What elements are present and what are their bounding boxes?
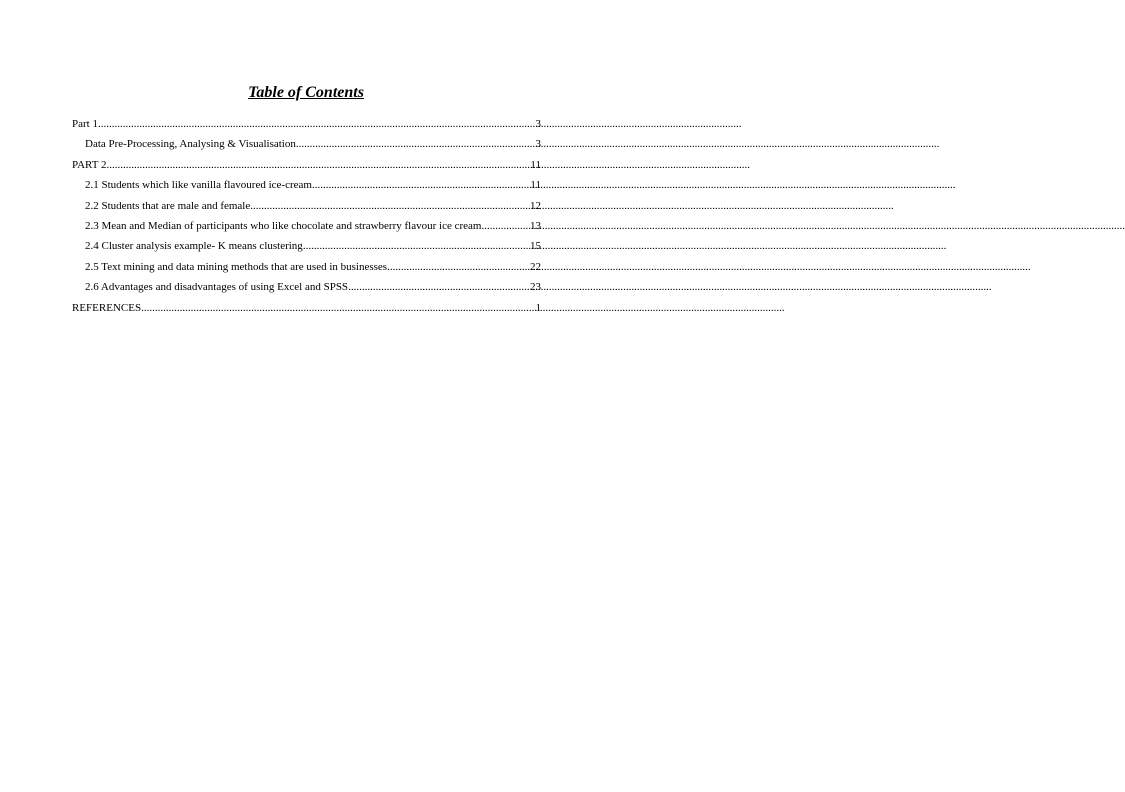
dot-leader (312, 178, 530, 192)
toc-entry-page: 22 (530, 260, 541, 273)
dot-leader (296, 137, 536, 151)
toc-entry-2-4[interactable] (72, 239, 541, 259)
toc-entry-2-2[interactable] (72, 199, 541, 219)
toc-entry-page: 11 (530, 179, 541, 192)
dot-leader (98, 117, 536, 131)
dot-leader (107, 158, 531, 172)
toc-entry-page: 13 (530, 219, 541, 232)
toc-entry-page: 11 (530, 158, 541, 171)
toc-entry-part-2[interactable] (72, 158, 541, 178)
toc-entry-2-5[interactable] (72, 260, 541, 280)
toc-entry-page: 15 (530, 240, 541, 253)
toc-entry-label: Data Pre-Processing, Analysing & Visualisation (85, 138, 296, 151)
toc-entry-page: 3 (535, 118, 541, 130)
toc-entry-label: Part 1 (72, 118, 98, 130)
toc-entry-page: 1 (535, 301, 541, 314)
toc-entry-label: 2.2 Students that are male and female (85, 199, 251, 212)
toc-entry-label: 2.6 Advantages and disadvantages of using Excel and SPSS (85, 281, 349, 294)
toc-entry-data-pre-processing[interactable] (72, 137, 541, 157)
toc-list (72, 117, 541, 321)
dot-leader (348, 280, 530, 294)
toc-entry-page: 23 (530, 281, 541, 294)
dot-leader (387, 260, 530, 274)
toc-entry-2-3[interactable] (72, 219, 541, 239)
toc-entry-label: 2.1 Students which like vanilla flavoured ice-cream (85, 179, 312, 192)
toc-entry-label: PART 2 (72, 158, 107, 171)
toc-entry-label: 2.4 Cluster analysis example- K means clustering (85, 240, 303, 253)
dot-leader (481, 219, 530, 233)
toc-entry-label: REFERENCES (72, 301, 142, 314)
toc-entry-part-1[interactable] (72, 117, 541, 137)
dot-leader (141, 301, 535, 315)
toc-entry-2-6[interactable] (72, 280, 541, 300)
toc-entry-references[interactable] (72, 301, 541, 321)
toc-entry-2-1[interactable] (72, 178, 541, 198)
toc-entry-page: 3 (535, 138, 541, 151)
dot-leader (250, 199, 530, 213)
toc-title: Table of Contents (248, 84, 364, 101)
dot-leader (303, 239, 530, 253)
toc-entry-label: 2.5 Text mining and data mining methods that are used in businesses (85, 260, 388, 273)
toc-entry-label: 2.3 Mean and Median of participants who like chocolate and strawberry flavour ice cream (85, 219, 482, 232)
toc-entry-page: 12 (530, 199, 541, 212)
